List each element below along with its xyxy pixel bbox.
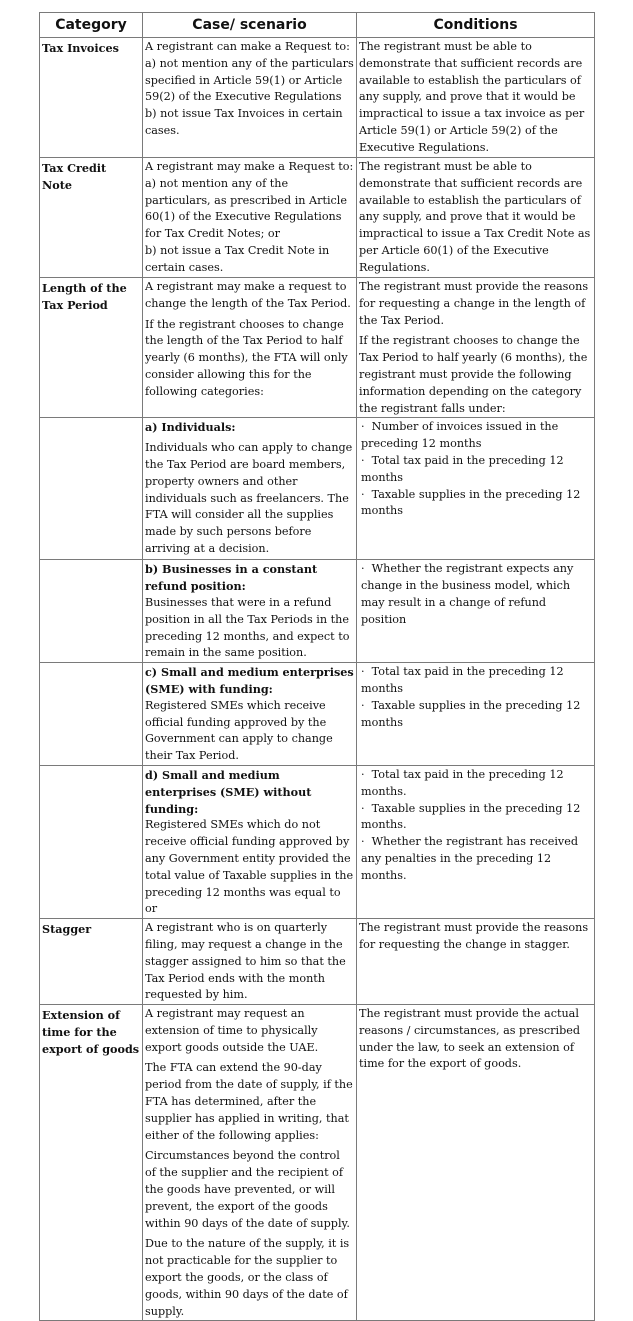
row-refund — [40, 560, 595, 663]
case-tax-credit-note — [143, 158, 357, 278]
condition-bullet: · Taxable supplies in the preceding 12 months — [359, 698, 592, 732]
case-sme-funding — [143, 663, 357, 766]
conditions-paragraph: The registrant must provide the reasons for requesting a change in the length of the Tax Period. — [359, 280, 589, 327]
category-empty — [40, 663, 143, 766]
row-stagger — [40, 919, 595, 1005]
condition-bullet: · Total tax paid in the preceding 12 months — [359, 453, 592, 487]
conditions-paragraph: If the registrant chooses to change the Tax Period to half yearly (6 months), the registrant must provide the following information depending on the category the registrant falls under: — [359, 334, 588, 415]
condition-bullet: · Whether the registrant expects any change in the business model, which may result in a change of refund position — [359, 561, 592, 628]
subcategory-heading: d) Small and medium enterprises (SME) without funding: — [145, 767, 312, 816]
category-extension-export: Extension of time for the export of goods — [40, 1005, 143, 1321]
conditions-extension-export: The registrant must provide the actual reasons / circumstances, as prescribed under the law, to seek an extension of time for the export of goods. — [357, 1005, 595, 1321]
case-intro: A registrant can make a Request to: — [145, 40, 350, 53]
subcategory-body: Businesses that were in a refund position in all the Tax Periods in the preceding 12 months, and expect to remain in the same position. — [145, 595, 350, 660]
row-sme-funding — [40, 663, 595, 766]
category-stagger: Stagger — [40, 919, 143, 1005]
condition-bullet: · Number of invoices issued in the preceding 12 months — [359, 419, 592, 453]
case-option-b: b) not issue Tax Invoices in certain cases. — [145, 107, 343, 137]
case-tax-invoices — [143, 38, 357, 158]
case-paragraph: The FTA can extend the 90-day period from the date of supply, if the FTA has determined, after the supplier has applied in writing, that either of the following applies: — [145, 1061, 353, 1142]
row-individuals — [40, 418, 595, 560]
case-extension-export — [143, 1005, 357, 1321]
header-category: Category — [40, 13, 143, 38]
category-tax-invoices: Tax Invoices — [40, 38, 143, 158]
row-tax-credit-note — [40, 158, 595, 278]
conditions-table — [39, 12, 595, 1321]
case-paragraph: A registrant may request an extension of time to physically export goods outside the UAE. — [145, 1007, 319, 1054]
case-sme-no-funding — [143, 765, 357, 918]
case-intro: A registrant may make a Request to: — [145, 160, 354, 173]
case-option-a: a) not mention any of the particulars specified in Article 59(1) or Article 59(2) of the Executive Regulations — [145, 56, 354, 104]
condition-bullet: · Total tax paid in the preceding 12 months. — [359, 767, 592, 801]
case-length-tax-period — [143, 278, 357, 418]
case-paragraph: Circumstances beyond the control of the supplier and the recipient of the goods have prevented, or will prevent, the export of the goods within 90 days of the date of supply. — [145, 1149, 350, 1230]
case-option-a: a) not mention any of the particulars, as prescribed in Article 60(1) of the Executive Regulations for Tax Credit Notes; or — [145, 176, 348, 241]
subcategory-body: Registered SMEs which do not receive official funding approved by any Government entity provided the total value of Taxable supplies in the preceding 12 months was equal to or — [145, 818, 354, 916]
conditions-tax-credit-note: The registrant must be able to demonstrate that sufficient records are available to establish the particulars of any supply, and prove that it would be impractical to issue a Tax Credit Note as per Article 60(1) of the Executive Regulations. — [357, 158, 595, 278]
condition-bullet: · Taxable supplies in the preceding 12 months — [359, 487, 592, 521]
case-individuals — [143, 418, 357, 560]
subcategory-body: Individuals who can apply to change the Tax Period are board members, property owners and other individuals such as freelancers. The FTA will consider all the supplies made by such persons before arriving at a decision. — [145, 441, 353, 555]
conditions-individuals — [357, 418, 595, 560]
header-conditions: Conditions — [357, 13, 595, 38]
case-paragraph: If the registrant chooses to change the length of the Tax Period to half yearly (6 months), the FTA will only consider allowing this for the following categories: — [145, 317, 348, 398]
case-stagger: A registrant who is on quarterly filing, may request a change in the stagger assigned to him so that the Tax Period ends with the month requested by him. — [143, 919, 357, 1005]
condition-bullet: · Whether the registrant has received any penalties in the preceding 12 months. — [359, 834, 592, 884]
row-sme-no-funding — [40, 765, 595, 918]
category-empty — [40, 560, 143, 663]
row-tax-invoices — [40, 38, 595, 158]
subcategory-heading: b) Businesses in a constant refund position: — [145, 562, 318, 594]
case-paragraph: A registrant may make a request to change the length of the Tax Period. — [145, 280, 351, 310]
conditions-refund — [357, 560, 595, 663]
conditions-stagger: The registrant must provide the reasons for requesting the change in stagger. — [357, 919, 595, 1005]
header-row — [40, 13, 595, 38]
case-option-b: b) not issue a Tax Credit Note in certain cases. — [145, 243, 330, 274]
header-case: Case/ scenario — [143, 13, 357, 38]
condition-bullet: · Taxable supplies in the preceding 12 months. — [359, 801, 592, 835]
subcategory-heading: c) Small and medium enterprises (SME) with funding: — [145, 665, 354, 696]
condition-bullet: · Total tax paid in the preceding 12 months — [359, 664, 592, 698]
subcategory-heading: a) Individuals: — [145, 420, 236, 435]
case-refund — [143, 560, 357, 663]
category-empty — [40, 765, 143, 918]
conditions-length-tax-period — [357, 278, 595, 418]
subcategory-body: Registered SMEs which receive official funding approved by the Government can apply to change their Tax Period. — [145, 698, 333, 763]
conditions-tax-invoices: The registrant must be able to demonstrate that sufficient records are available to establish the particulars of any supply, and prove that it would be impractical to issue a tax invoice as per Article 59(1) or Article 59(2) of the Executive Regulations. — [357, 38, 595, 158]
conditions-sme-funding — [357, 663, 595, 766]
case-paragraph: Due to the nature of the supply, it is not practicable for the supplier to export the goods, or the class of goods, within 90 days of the date of supply. — [145, 1237, 350, 1318]
row-length-tax-period — [40, 278, 595, 418]
category-empty — [40, 418, 143, 560]
row-extension-export — [40, 1005, 595, 1321]
conditions-sme-no-funding — [357, 765, 595, 918]
category-length-tax-period: Length of the Tax Period — [40, 278, 143, 418]
category-tax-credit-note: Tax Credit Note — [40, 158, 143, 278]
